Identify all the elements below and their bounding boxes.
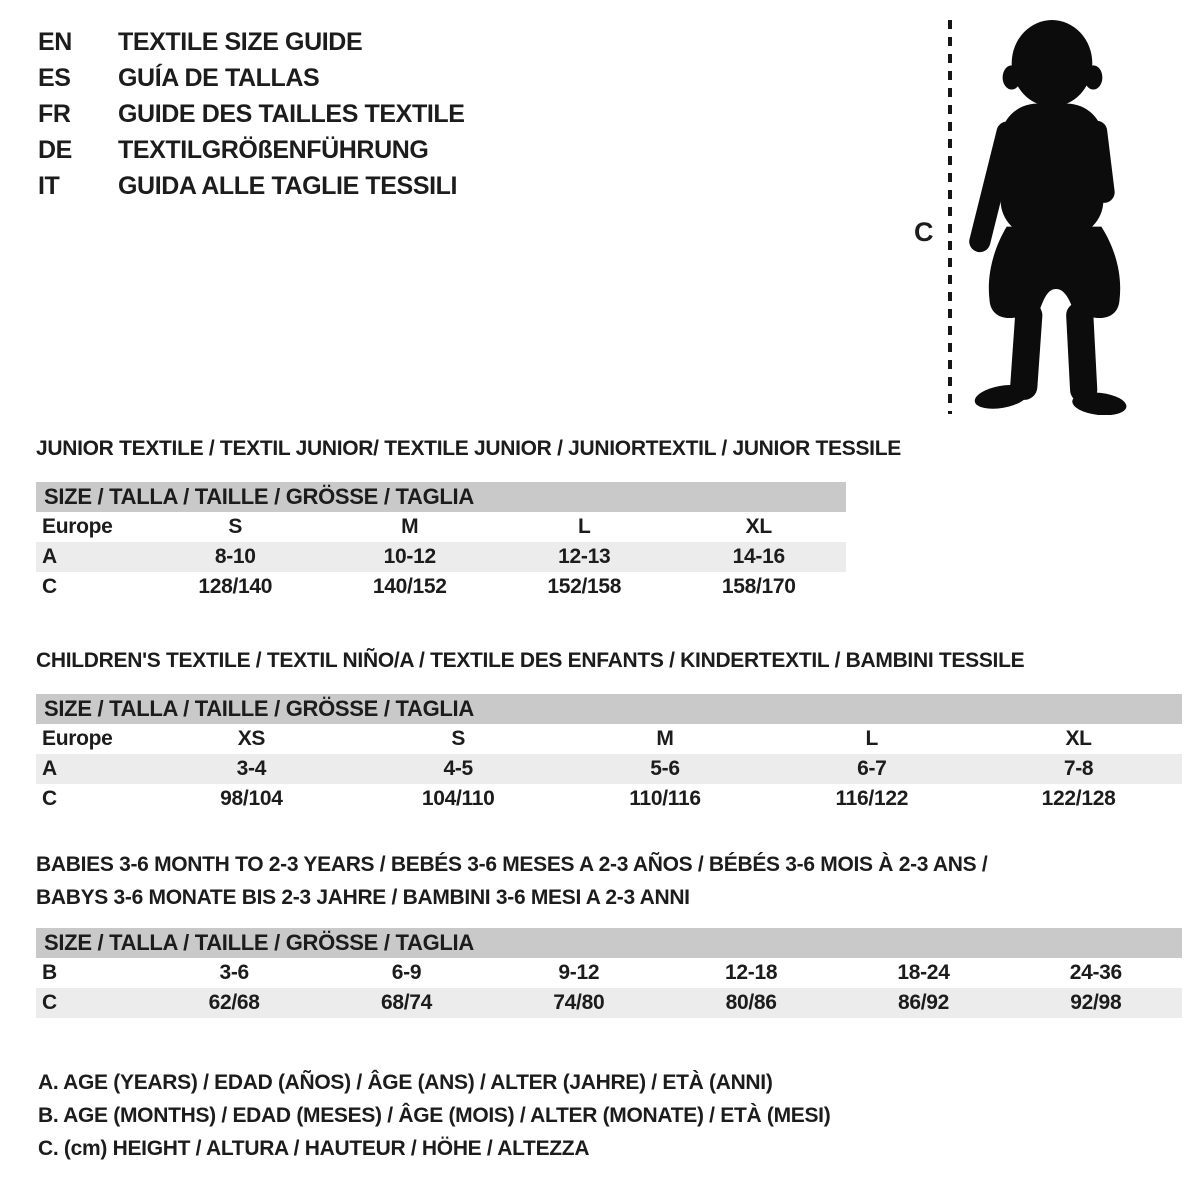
toddler-silhouette-icon bbox=[968, 17, 1140, 415]
section-title-line: JUNIOR TEXTILE / TEXTIL JUNIOR/ TEXTILE JUNIOR / JUNIORTEXTIL / JUNIOR TESSILE bbox=[36, 437, 901, 460]
row-label: Europe bbox=[42, 515, 113, 538]
language-row bbox=[38, 168, 465, 204]
table-cell: 4-5 bbox=[443, 757, 473, 780]
section-title-line: BABYS 3-6 MONATE BIS 2-3 JAHRE / BAMBINI 3-6 MESI A 2-3 ANNI bbox=[36, 886, 690, 909]
height-figure bbox=[900, 15, 1155, 420]
table-cell: 3-4 bbox=[236, 757, 267, 780]
table-cell: M bbox=[401, 515, 419, 538]
row-label: C bbox=[42, 991, 57, 1014]
table-cell: 92/98 bbox=[1070, 991, 1122, 1014]
table-cell: 140/152 bbox=[372, 575, 447, 598]
table-cell: L bbox=[865, 727, 879, 750]
size-table bbox=[36, 482, 846, 602]
table-cell: 12-13 bbox=[558, 545, 611, 568]
table-cell: 74/80 bbox=[553, 991, 605, 1014]
table-row bbox=[36, 724, 1182, 754]
legend bbox=[38, 1066, 830, 1165]
table-cell: 98/104 bbox=[220, 787, 283, 810]
table-cell: S bbox=[451, 727, 466, 750]
table-cell: 6-9 bbox=[391, 961, 422, 984]
language-row bbox=[38, 24, 465, 60]
table-cell: 80/86 bbox=[725, 991, 777, 1014]
language-label: GUIDA ALLE TAGLIE TESSILI bbox=[118, 171, 458, 200]
language-code: DE bbox=[38, 135, 72, 164]
table-cell: XL bbox=[745, 515, 772, 538]
size-table-header: SIZE / TALLA / TAILLE / GRÖSSE / TAGLIA bbox=[36, 928, 1182, 958]
language-code: IT bbox=[38, 171, 60, 200]
table-cell: 68/74 bbox=[380, 991, 433, 1014]
row-label: C bbox=[42, 787, 57, 810]
size-section-babies bbox=[36, 848, 1182, 1018]
language-list bbox=[38, 24, 465, 204]
row-label: C bbox=[42, 575, 57, 598]
legend-line: A. AGE (YEARS) / EDAD (AÑOS) / ÂGE (ANS) / ALTER (JAHRE) / ETÀ (ANNI) bbox=[38, 1071, 773, 1094]
table-row bbox=[36, 512, 846, 542]
height-dashed-line bbox=[948, 20, 952, 414]
table-cell: 14-16 bbox=[732, 545, 785, 568]
size-table bbox=[36, 694, 1182, 814]
table-cell: XS bbox=[237, 727, 266, 750]
language-label: GUIDE DES TAILLES TEXTILE bbox=[118, 99, 465, 128]
table-cell: 6-7 bbox=[857, 757, 887, 780]
legend-line: C. (cm) HEIGHT / ALTURA / HAUTEUR / HÖHE / ALTEZZA bbox=[38, 1137, 590, 1160]
table-cell: S bbox=[228, 515, 243, 538]
section-title bbox=[36, 648, 1182, 674]
row-label: A bbox=[42, 757, 57, 780]
table-cell: 24-36 bbox=[1069, 961, 1122, 984]
language-label: TEXTILE SIZE GUIDE bbox=[118, 27, 363, 56]
language-row bbox=[38, 96, 465, 132]
table-cell: 5-6 bbox=[650, 757, 680, 780]
table-cell: 116/122 bbox=[835, 787, 909, 810]
section-title bbox=[36, 436, 901, 462]
language-row bbox=[38, 132, 465, 168]
size-table-header: SIZE / TALLA / TAILLE / GRÖSSE / TAGLIA bbox=[36, 482, 846, 512]
language-code: EN bbox=[38, 27, 72, 56]
table-cell: XL bbox=[1065, 727, 1092, 750]
table-row bbox=[36, 958, 1182, 988]
table-cell: 9-12 bbox=[558, 961, 600, 984]
measure-label-c: C bbox=[914, 217, 934, 247]
table-cell: 110/116 bbox=[629, 787, 701, 810]
table-row bbox=[36, 784, 1182, 814]
language-code: FR bbox=[38, 99, 71, 128]
table-cell: 62/68 bbox=[208, 991, 260, 1014]
table-cell: 7-8 bbox=[1063, 757, 1094, 780]
table-cell: 8-10 bbox=[214, 545, 256, 568]
table-cell: 18-24 bbox=[897, 961, 950, 984]
table-row bbox=[36, 988, 1182, 1018]
table-cell: 128/140 bbox=[198, 575, 273, 598]
size-table bbox=[36, 928, 1182, 1018]
section-title-line: CHILDREN'S TEXTILE / TEXTIL NIÑO/A / TEXTILE DES ENFANTS / KINDERTEXTIL / BAMBINI TESSILE bbox=[36, 649, 1025, 672]
size-table-header: SIZE / TALLA / TAILLE / GRÖSSE / TAGLIA bbox=[36, 694, 1182, 724]
table-cell: 12-18 bbox=[725, 961, 778, 984]
language-label: TEXTILGRÖßENFÜHRUNG bbox=[118, 135, 429, 164]
table-cell: L bbox=[577, 515, 591, 538]
row-label: B bbox=[42, 961, 57, 984]
section-title-line: BABIES 3-6 MONTH TO 2-3 YEARS / BEBÉS 3-6 MESES A 2-3 AÑOS / BÉBÉS 3-6 MOIS À 2-3 ANS / bbox=[36, 853, 988, 876]
language-label: GUÍA DE TALLAS bbox=[118, 63, 320, 92]
table-row bbox=[36, 754, 1182, 784]
table-cell: 86/92 bbox=[897, 991, 949, 1014]
size-section-junior bbox=[36, 436, 901, 602]
table-cell: 122/128 bbox=[1041, 787, 1116, 810]
row-label: Europe bbox=[42, 727, 113, 750]
table-cell: 3-6 bbox=[219, 961, 249, 984]
table-cell: 152/158 bbox=[547, 575, 622, 598]
size-section-children bbox=[36, 648, 1182, 814]
language-row bbox=[38, 60, 465, 96]
table-cell: M bbox=[656, 727, 674, 750]
table-row bbox=[36, 572, 846, 602]
table-cell: 10-12 bbox=[383, 545, 436, 568]
table-cell: 104/110 bbox=[421, 787, 495, 810]
table-row bbox=[36, 542, 846, 572]
language-code: ES bbox=[38, 63, 71, 92]
legend-line: B. AGE (MONTHS) / EDAD (MESES) / ÂGE (MOIS) / ALTER (MONATE) / ETÀ (MESI) bbox=[38, 1104, 831, 1127]
section-title bbox=[36, 848, 1182, 914]
table-cell: 158/170 bbox=[721, 575, 796, 598]
row-label: A bbox=[42, 545, 57, 568]
